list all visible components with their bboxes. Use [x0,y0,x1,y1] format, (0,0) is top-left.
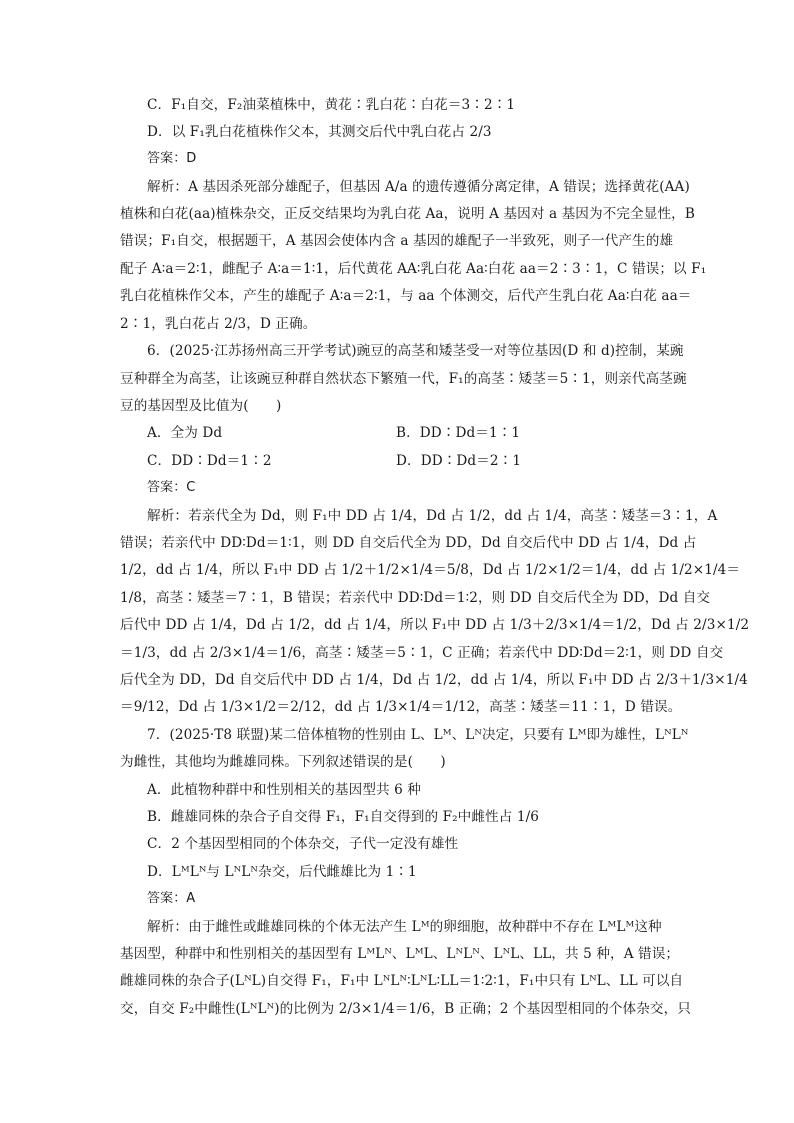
q6-explanation-line: ＝1/3，dd 占 2/3×1/4＝1/6，高茎∶矮茎＝5∶1，C 正确；若亲代中 DD∶Dd＝2∶1，则 DD 自交 [120,645,724,661]
q5-explanation-line: 植株和白花(aa)植株杂交，正反交结果均为乳白花 Aa，说明 A 基因对 a 基因为不完全显性，B [120,206,695,222]
q7-explanation-line: 雌雄同株的杂合子(LᴺL)自交得 F₁，F₁中 LᴺLᴺ∶LᴺL∶LL＝1∶2∶1，F₁中只有 LᴺL、LL 可以自 [120,973,684,989]
q5-option-d: D．以 F₁乳白花植株作父本，其测交后代中乳白花占 2/3 [147,124,492,140]
q5-explanation-line: 乳白花植株作父本，产生的雄配子 A∶a＝2∶1，与 aa 个体测交，后代产生乳白花 Aa∶白花 aa＝ [120,288,692,304]
q6-stem-line: 6．(2025·江苏扬州高三开学考试)豌豆的高茎和矮茎受一对等位基因(D 和 d)控制，某豌 [147,343,684,359]
q7-explanation-line: 解析：由于雌性或雌雄同株的个体无法产生 Lᴹ的卵细胞，故种群中不存在 LᴹLᴹ这种 [147,919,662,935]
q6-stem-line: 豆种群全为高茎，让该豌豆种群自然状态下繁殖一代，F₁的高茎∶矮茎＝5∶1，则亲代高茎豌 [120,371,687,387]
q7-option-a: A．此植物种群中和性别相关的基因型共 6 种 [147,782,421,798]
q7-stem-line: 7．(2025·T8 联盟)某二倍体植物的性别由 L、Lᴹ、Lᴺ决定，只要有 Lᴹ即为雄性，LᴺLᴺ [147,727,689,743]
q5-explanation-line: 解析：A 基因杀死部分雄配子，但基因 A/a 的遗传遵循分离定律，A 错误；选择黄花(AA) [147,179,690,195]
q6-option-b: B．DD∶Dd＝1∶1 [396,425,521,441]
q6-answer: 答案：C [147,480,196,495]
q7-answer: 答案：A [147,891,196,906]
q5-answer: 答案：D [147,151,197,166]
q7-stem-line: 为雌性，其他均为雌雄同株。下列叙述错误的是( ) [120,754,446,770]
q6-explanation-line: 1/2，dd 占 1/4，所以 F₁中 DD 占 1/2＋1/2×1/4＝5/8，Dd 占 1/2×1/2＝1/4，dd 占 1/2×1/4＝ [120,562,741,578]
q6-option-a: A．全为 Dd [147,425,223,441]
q7-option-d: D．LᴹLᴺ与 LᴺLᴺ杂交，后代雌雄比为 1∶1 [147,864,417,880]
q6-option-d: D．DD∶Dd＝2∶1 [396,453,522,469]
q7-explanation-line: 基因型，种群中和性别相关的基因型有 LᴹLᴺ、LᴹL、LᴺLᴺ、LᴺL、LL，共 5 种，A 错误； [120,946,680,962]
q5-explanation-line: 错误；F₁自交，根据题干，A 基因会使体内含 a 基因的雄配子一半致死，则子一代产生的雄 [120,233,674,249]
q7-option-b: B．雌雄同株的杂合子自交得 F₁，F₁自交得到的 F₂中雌性占 1/6 [147,809,540,825]
q7-explanation-line: 交，自交 F₂中雌性(LᴺLᴺ)的比例为 2/3×1/4＝1/6，B 正确；2 个基因型相同的个体杂交，只 [120,1001,691,1017]
q6-explanation-line: 后代全为 DD，Dd 自交后代中 DD 占 1/4，Dd 占 1/2，dd 占 1/4，所以 F₁中 DD 占 2/3＋1/3×1/4 [120,672,748,688]
q7-option-c: C．2 个基因型相同的个体杂交，子代一定没有雄性 [147,836,459,852]
q6-stem-line: 豆的基因型及比值为( ) [120,398,282,414]
q5-explanation-line: 2∶1，乳白花占 2/3，D 正确。 [120,316,317,332]
q6-explanation-line: ＝9/12，Dd 占 1/3×1/2＝2/12，dd 占 1/3×1/4＝1/12，高茎∶矮茎＝11∶1，D 错误。 [120,699,682,715]
q6-explanation-line: 后代中 DD 占 1/4，Dd 占 1/2，dd 占 1/4，所以 F₁中 DD 占 1/3＋2/3×1/4＝1/2，Dd 占 2/3×1/2 [120,617,750,633]
q5-option-c: C．F₁自交，F₂油菜植株中，黄花∶乳白花∶白花＝3∶2∶1 [147,97,516,113]
q6-explanation-line: 解析：若亲代全为 Dd，则 F₁中 DD 占 1/4，Dd 占 1/2，dd 占 1/4，高茎∶矮茎＝3∶1，A [147,508,718,524]
q6-explanation-line: 1/8，高茎∶矮茎＝7∶1，B 错误；若亲代中 DD∶Dd＝1∶2，则 DD 自交后代全为 DD，Dd 自交 [120,590,711,606]
q6-explanation-line: 错误；若亲代中 DD∶Dd＝1∶1，则 DD 自交后代全为 DD，Dd 自交后代中 DD 占 1/4，Dd 占 [120,535,697,551]
q5-explanation-line: 配子 A∶a＝2∶1，雌配子 A∶a＝1∶1，后代黄花 AA∶乳白花 Aa∶白花 aa＝2∶3∶1，C 错误；以 F₁ [120,261,707,277]
q6-option-c: C．DD∶Dd＝1∶2 [147,453,272,469]
